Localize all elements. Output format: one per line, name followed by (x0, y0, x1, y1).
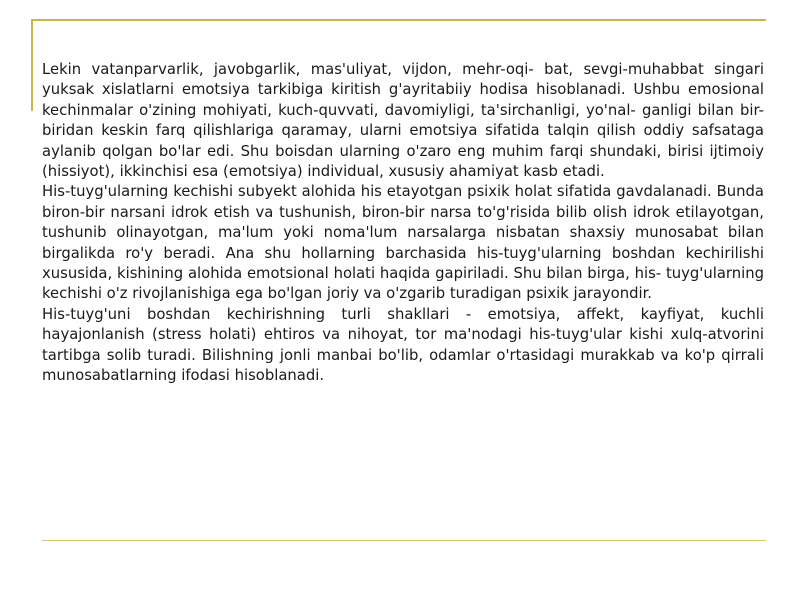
paragraph-emotion-vs-feeling: Lekin vatanparvarlik, javobgarlik, mas'uliyat, vijdon, mehr-oqi- bat, sevgi-muhabbat singari yuksak xislatlarni emotsiya tarkibiga kiritish g'ayritabiiy hodisa hisoblanadi. Ushbu emosional kechinmalar o'zining mohiyati, kuch-quvvati, davomiyligi, ta'sirchanligi, yo'nal- ganligi bilan bir-biridan keskin farq qilishlariga qaramay, ularni emotsiya sifatida talqin qilish oddiy safsataga aylanib qolgan bo'lar edi. Shu boisdan ularning o'zaro eng muhim farqi shundaki, birisi ijtimoiy (hissiyot), ikkinchisi esa (emotsiya) individual, xususiy ahamiyat kasb etadi. (42, 61, 764, 181)
slide-frame-vertical-line (31, 19, 33, 111)
slide-frame-top-line (31, 19, 766, 21)
paragraph-feeling-experience: His-tuyg'ularning kechishi subyekt alohida his etayotgan psixik holat sifatida gavdalanadi. Bunda biron-bir narsani idrok etish va tushunish, biron-bir narsa to'g'risida bilib olish idrok etilayotgan, tushunib olinayotgan, ma'lum yoki noma'lum narsalarga nisbatan shaxsiy munosabat bilan birgalikda ro'y beradi. Ana shu hollarning barchasida his-tuyg'ularning boshdan kechirilishi xususida, kishining alohida emotsional holati haqida gapiriladi. Shu bilan birga, his- tuyg'ularning kechishi o'z rivojlanishiga ega bo'lgan joriy va o'zgarib turadigan psixik jarayondir. (42, 183, 764, 303)
paragraph-feeling-forms: His-tuyg'uni boshdan kechirishning turli shakllari - emotsiya, affekt, kayfiyat, kuchli hayajonlanish (stress holati) ehtiros va nihoyat, tor ma'nodagi his-tuyg'ular kishi xulq-atvorini tartibga solib turadi. Bilishning jonli manbai bo'lib, odamlar o'rtasidagi murakkab va ko'p qirrali munosabatlarning ifodasi hisoblanadi. (42, 305, 764, 385)
slide-frame-bottom-line (42, 540, 766, 541)
slide-body-text (42, 60, 764, 387)
